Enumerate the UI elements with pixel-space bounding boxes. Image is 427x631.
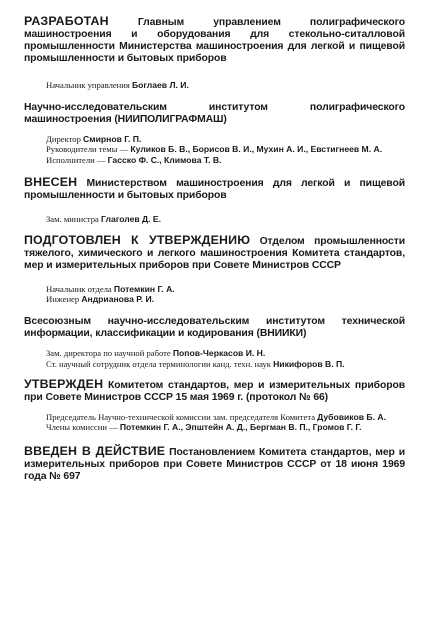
engineer-label: Инженер [46,294,80,305]
dept-head-label: Начальник отдела [46,284,112,295]
utverzhden-lead: УТВЕРЖДЕН [24,376,104,391]
head-of-dept-label: Начальник управления [46,80,130,90]
deputy-director-line [46,348,405,358]
commission-chair-line [46,412,405,422]
razrabotan-paragraph [24,15,405,65]
institute-paragraph [24,102,405,126]
senior-researcher-line [46,359,405,369]
commission-chair-label: Председатель Научно-технической комиссии зам. председателя Комитета [46,411,316,422]
engineer-name: Андрианова Р. И. [81,294,155,305]
executors-names: Гасско Ф. С., Климова Т. В. [107,154,222,165]
head-of-dept-line [46,80,405,90]
engineer-line [46,294,405,304]
utverzhden-paragraph [24,378,405,404]
vnesen-paragraph [24,176,405,202]
razrabotan-lead: РАЗРАБОТАН [24,14,109,28]
executors-line [46,155,405,165]
podgotovlen-lead: ПОДГОТОВЛЕН К УТВЕРЖДЕНИЮ [24,233,251,248]
theme-leads-label: Руководители темы — [46,144,129,155]
senior-researcher-name: Никифоров В. П. [273,358,345,369]
deputy-director-label: Зам. директора по научной работе [46,348,171,359]
vniiki-text: Всесоюзным научно-исследовательским институтом технической информации, классификации и кодирования (ВНИИКИ) [24,316,405,340]
director-name: Смирнов Г. П. [83,134,142,145]
commission-members-label: Члены комиссии — [46,422,118,433]
podgotovlen-text: Отделом промышленности тяжелого, химического и легкого машиностроения Комитета стандартов, мер и измерительных приборов при Совете Министров СССР [24,236,405,272]
executors-label: Исполнители — [46,154,106,165]
podgotovlen-paragraph [24,234,405,272]
razrabotan-text: Главным управлением полиграфического машиностроения и оборудования для стекольно-ситалловой промышленности Министерства машиностроения для легкой и пищевой промышленности и бытовых приборов [24,17,405,64]
theme-leads-names: Куликов Б. В., Борисов В. И., Мухин А. И., Евстигнеев М. А. [130,144,383,155]
vveden-paragraph [24,445,405,483]
dept-head-line [46,284,405,294]
utverzhden-text: Комитетом стандартов, мер и измерительных приборов при Совете Министров СССР 15 мая 1969 г. (протокол № 66) [24,379,405,403]
director-label: Директор [46,134,81,145]
dept-head-name: Потемкин Г. А. [113,284,175,295]
vveden-lead: ВВЕДЕН В ДЕЙСТВИЕ [24,444,166,459]
vnesen-lead: ВНЕСЕН [24,174,78,189]
vveden-text: Постановлением Комитета стандартов, мер и измерительных приборов при Совете Министров СССР от 18 июня 1969 года № 697 [24,447,405,483]
vnesen-text: Министерством машиностроения для легкой и пищевой промышленности и бытовых приборов [24,177,405,201]
institute-text: Научно-исследовательским институтом полиграфического машиностроения (НИИПОЛИГРАФМАШ) [24,102,405,126]
theme-leads-line [46,144,405,154]
deputy-minister-name: Глаголев Д. Е. [101,213,162,224]
head-of-dept-name: Боглаев Л. И. [131,80,189,90]
commission-members-names: Потемкин Г. А., Эпштейн А. Д., Бергман В. П., Громов Г. Г. [119,422,362,433]
vniiki-paragraph [24,316,405,340]
director-line [46,134,405,144]
commission-chair-name: Дубовиков Б. А. [317,411,386,422]
commission-members-line [46,422,405,432]
deputy-director-name: Попов-Черкасов И. Н. [172,348,266,359]
senior-researcher-label: Ст. научный сотрудник отдела терминологии канд. техн. наук [46,358,271,369]
deputy-minister-line [46,214,405,224]
deputy-minister-label: Зам. министра [46,213,99,224]
